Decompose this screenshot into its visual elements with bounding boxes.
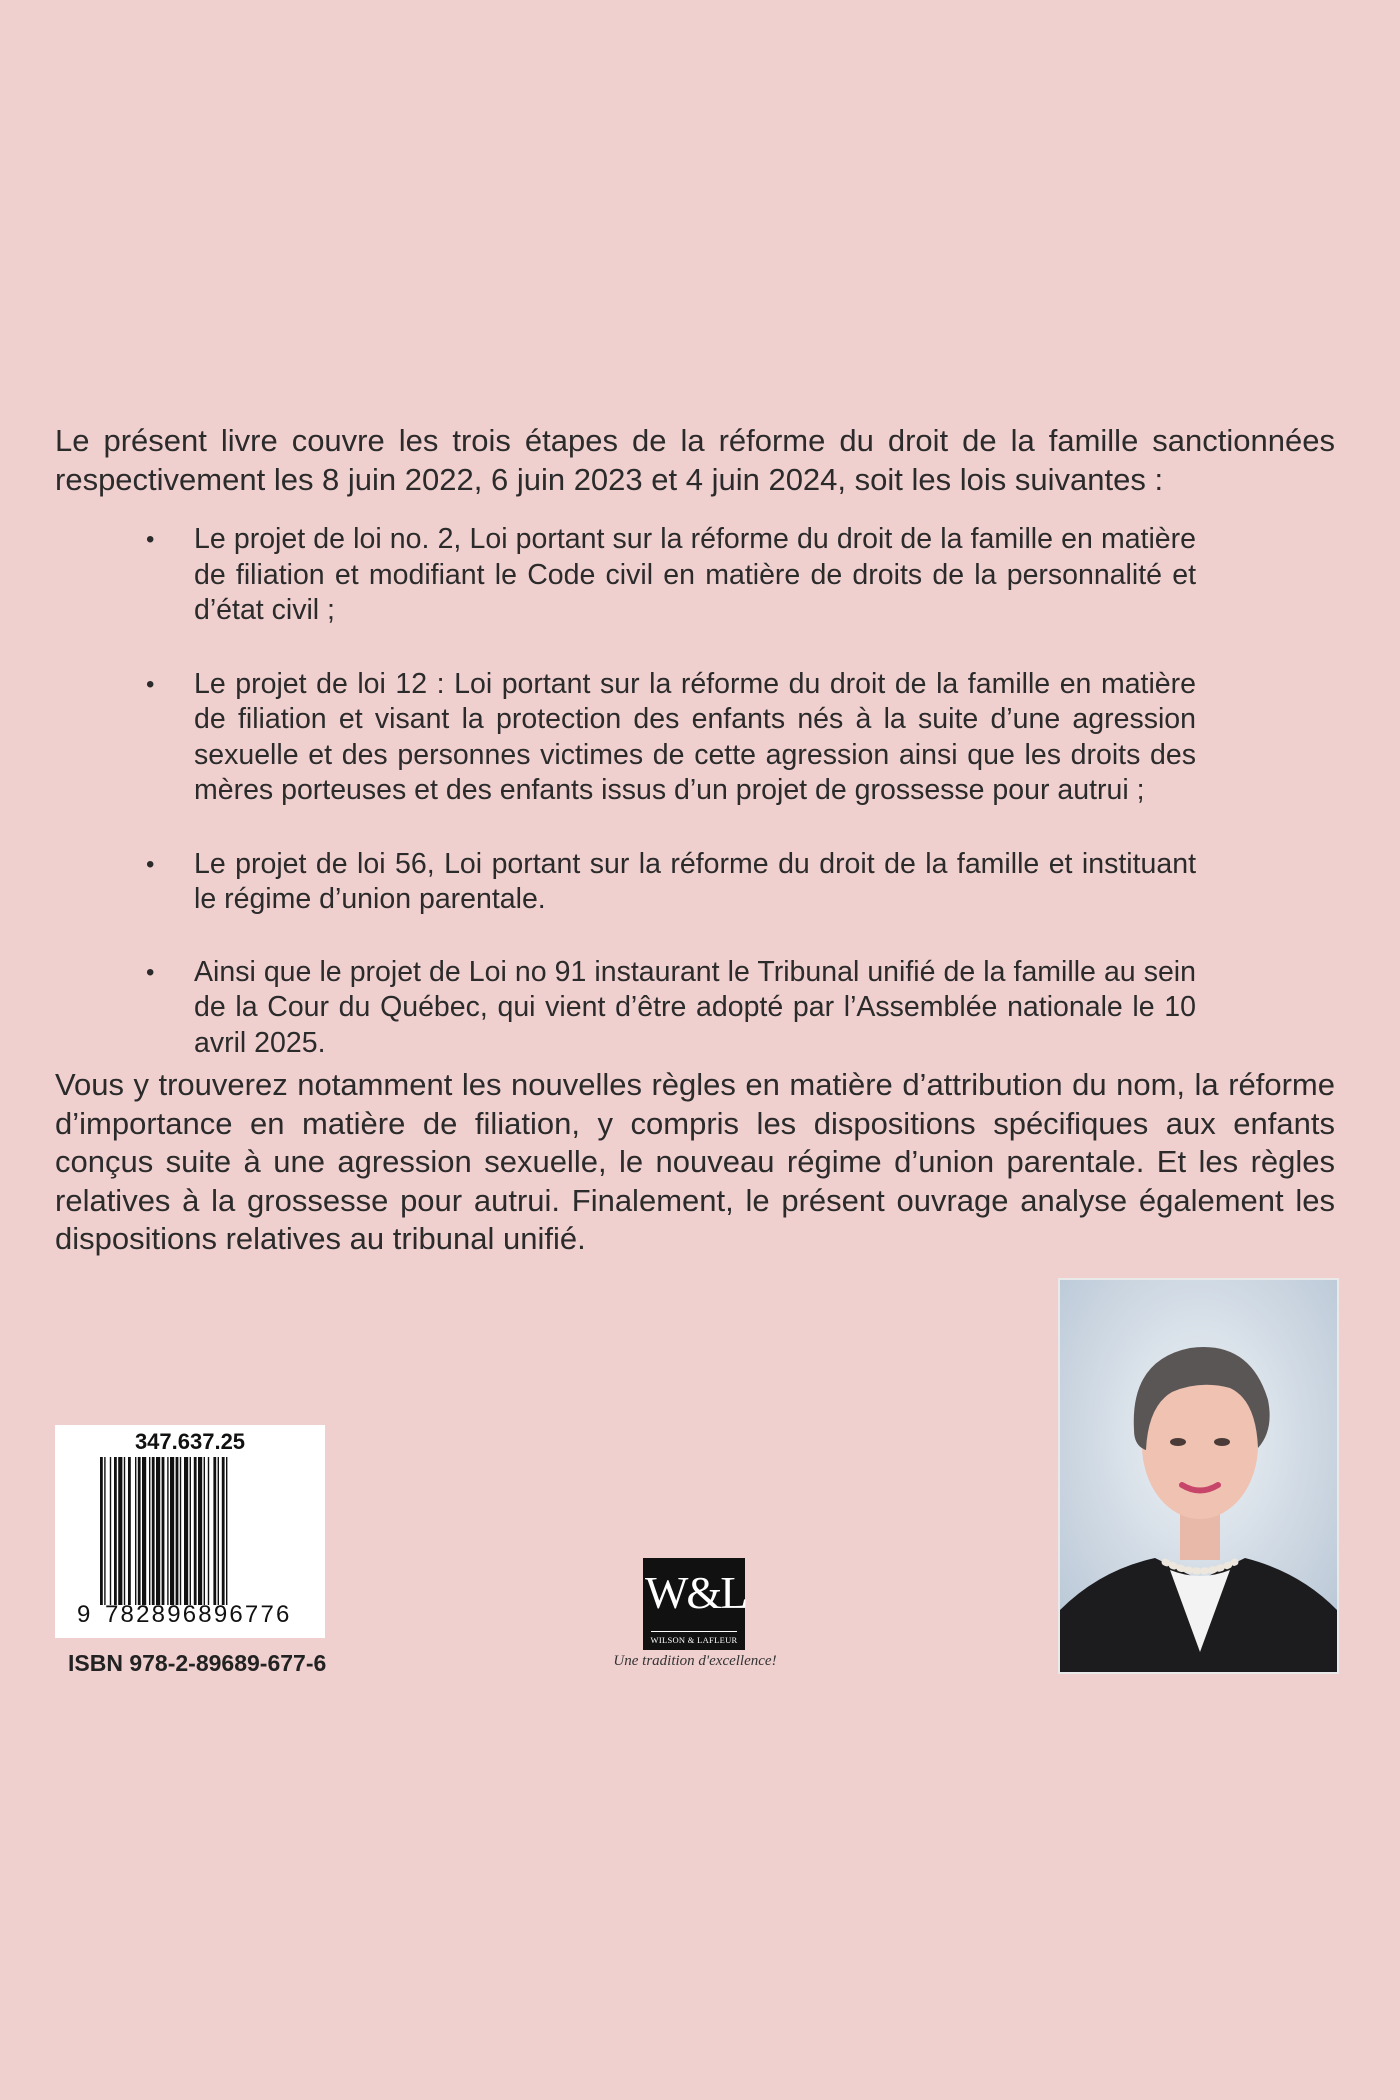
bullet-icon: • [146,670,155,698]
law-list [146,522,1196,1099]
list-item-text: Le projet de loi 56, Loi portant sur la réforme du droit de la famille et instituant le régime d’union parentale. [194,847,1196,915]
bullet-icon: • [146,850,155,878]
barcode-bars-icon [100,1457,290,1605]
author-portrait-icon [1060,1280,1337,1672]
list-item [146,667,1196,809]
bullet-icon: • [146,958,155,986]
list-item [146,847,1196,918]
publisher-logo [643,1558,745,1650]
list-item-text: Ainsi que le projet de Loi no 91 instaurant le Tribunal unifié de la famille au sein de la Cour du Québec, qui vient d’être adopté par l’Assemblée nationale le 10 avril 2025. [194,955,1196,1059]
list-item [146,955,1196,1062]
barcode [55,1425,325,1638]
closing-paragraph: Vous y trouverez notamment les nouvelles règles en matière d’attribution du nom, la réforme d’importance en matière de filiation, y compris les dispositions spécifiques aux enfants conçus suite à une agression sexuelle, le nouveau régime d’union parentale. Et les règles relatives à la grossesse pour autrui. Finalement, le présent ouvrage analyse également les dispositions relatives au tribunal unifié. [55,1067,1335,1256]
barcode-top-number: 347.637.25 [134,1429,246,1454]
isbn-label: ISBN 978-2-89689-677-6 [68,1650,327,1676]
barcode-digit-string: 782896896776 [105,1601,292,1628]
bullet-icon: • [146,526,155,553]
list-item-text: Le projet de loi 12 : Loi portant sur la réforme du droit de la famille en matière de filiation et visant la protection des enfants nés à la suite d’une agression sexuelle et des personnes victimes de cette agression ainsi que les droits des mères porteuses et des enfants issus d’un projet de grossesse pour autrui ; [194,667,1196,806]
list-item-text: Le projet de loi no. 2, Loi portant sur la réforme du droit de la famille en matière de filiation et modifiant le Code civil en matière de droits de la personnalité et d’état civil ; [194,523,1196,626]
publisher-tagline: Une tradition d'excellence! [613,1653,777,1669]
logo-divider [651,1631,737,1632]
author-photo [1058,1278,1339,1674]
intro-paragraph: Le présent livre couvre les trois étapes de la réforme du droit de la famille sanctionnées respectivement les 8 juin 2022, 6 juin 2023 et 4 juin 2024, soit les lois suivantes : [55,423,1335,497]
list-item [146,522,1196,629]
publisher-monogram: W&L [645,1567,747,1618]
barcode-first-digit: 9 [77,1601,91,1628]
publisher-name: WILSON & LAFLEUR [650,1635,738,1645]
